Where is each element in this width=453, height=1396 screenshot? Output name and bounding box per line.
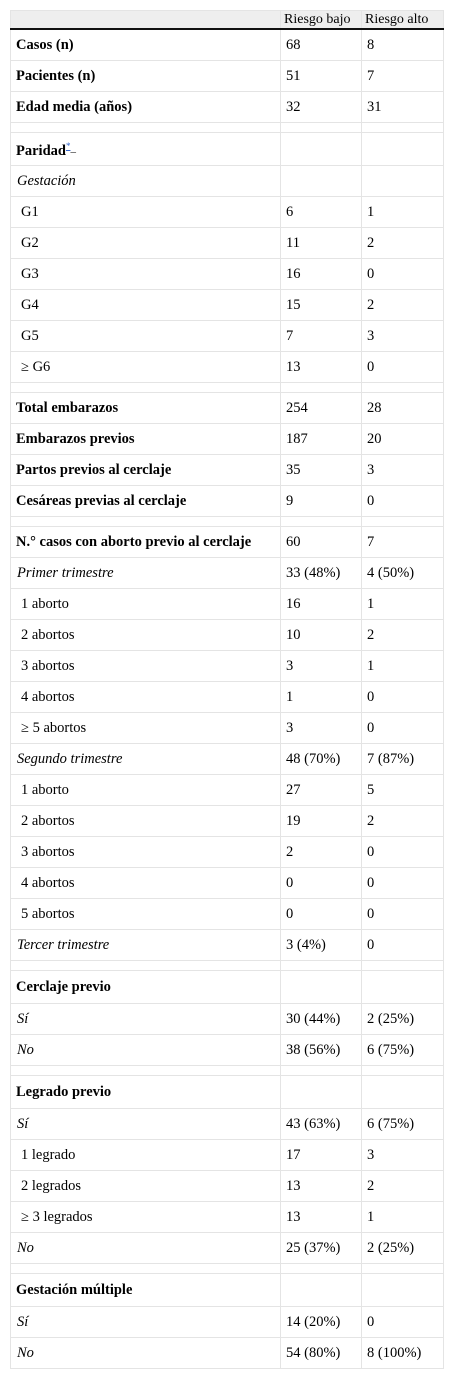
row-label: [11, 321, 281, 352]
cell-low-risk: 6: [281, 197, 362, 228]
table-row: [11, 290, 444, 321]
table-row: [11, 1140, 444, 1171]
row-label-text: Casos (n): [16, 36, 74, 53]
cell-low-risk: 54 (80%): [281, 1338, 362, 1369]
cell-low-risk: 43 (63%): [281, 1109, 362, 1140]
header-cell-low-risk: Riesgo bajo: [281, 11, 362, 30]
cell-high-risk: 0: [362, 352, 444, 383]
table-row: [11, 620, 444, 651]
table-row: [11, 775, 444, 806]
cell-low-risk: 16: [281, 589, 362, 620]
row-label: [11, 166, 281, 197]
row-label: [11, 620, 281, 651]
cell-low-risk: 32: [281, 92, 362, 123]
row-label-text: G2: [21, 234, 39, 251]
spacer-row: [11, 383, 444, 393]
row-label-text: 4 abortos: [21, 874, 75, 891]
cell-high-risk: 0: [362, 930, 444, 961]
cell-high-risk: 28: [362, 393, 444, 424]
cell-low-risk: 51: [281, 61, 362, 92]
cell-low-risk: 30 (44%): [281, 1004, 362, 1035]
row-label: [11, 589, 281, 620]
section-header-row: [11, 133, 444, 166]
row-label-text: 3 abortos: [21, 843, 75, 860]
cell-high-risk: 2 (25%): [362, 1233, 444, 1264]
table-row: [11, 558, 444, 589]
row-label-text: 5 abortos: [21, 905, 75, 922]
cell-low-risk: [281, 971, 362, 1004]
row-label: [11, 682, 281, 713]
row-label: [11, 651, 281, 682]
cell-low-risk: [281, 1076, 362, 1109]
row-label-text: Legrado previo: [16, 1083, 112, 1100]
table-row: [11, 1004, 444, 1035]
cell-high-risk: 1: [362, 651, 444, 682]
spacer-cell: [281, 383, 362, 393]
row-label-text: No: [17, 1239, 34, 1256]
row-label-text: Pacientes (n): [16, 67, 96, 84]
table-row: [11, 713, 444, 744]
row-label: [11, 486, 281, 517]
cell-low-risk: 33 (48%): [281, 558, 362, 589]
row-label-suffix: –: [70, 145, 76, 158]
table-row: [11, 1035, 444, 1066]
row-label: [11, 1202, 281, 1233]
cell-high-risk: 2 (25%): [362, 1004, 444, 1035]
cell-low-risk: 9: [281, 486, 362, 517]
spacer-cell: [11, 1264, 281, 1274]
spacer-cell: [281, 961, 362, 971]
table-row: [11, 352, 444, 383]
cell-high-risk: 2: [362, 620, 444, 651]
spacer-cell: [11, 123, 281, 133]
cell-low-risk: 16: [281, 259, 362, 290]
row-label-text: 3 abortos: [21, 657, 75, 674]
row-label-text: G1: [21, 203, 39, 220]
row-label-text: ≥ 3 legrados: [21, 1208, 93, 1225]
header-cell-label: [11, 11, 281, 30]
table-row: [11, 197, 444, 228]
spacer-cell: [11, 517, 281, 527]
cell-low-risk: 7: [281, 321, 362, 352]
row-label: [11, 1035, 281, 1066]
table-container: [10, 10, 443, 1369]
row-label-text: ≥ 5 abortos: [21, 719, 87, 736]
cell-low-risk: 48 (70%): [281, 744, 362, 775]
row-label: [11, 393, 281, 424]
cell-low-risk: [281, 133, 362, 166]
spacer-cell: [362, 123, 444, 133]
cell-high-risk: 31: [362, 92, 444, 123]
cell-high-risk: 0: [362, 682, 444, 713]
cell-high-risk: 0: [362, 486, 444, 517]
cell-low-risk: 11: [281, 228, 362, 259]
cell-high-risk: [362, 166, 444, 197]
table-row: [11, 868, 444, 899]
table-row: [11, 61, 444, 92]
row-label: [11, 1338, 281, 1369]
table-row: [11, 1202, 444, 1233]
cell-low-risk: 254: [281, 393, 362, 424]
row-label-text: 1 aborto: [21, 595, 69, 612]
section-header-row: [11, 1274, 444, 1307]
row-label-text: No: [17, 1041, 34, 1058]
row-label: [11, 29, 281, 61]
row-label-text: Gestación múltiple: [16, 1281, 133, 1298]
spacer-cell: [11, 383, 281, 393]
row-label-text: Primer trimestre: [17, 564, 114, 581]
row-label-text: Segundo trimestre: [17, 750, 123, 767]
table-row: [11, 228, 444, 259]
cell-low-risk: 68: [281, 29, 362, 61]
cell-low-risk: 187: [281, 424, 362, 455]
spacer-cell: [362, 1264, 444, 1274]
table-body: [11, 29, 444, 1369]
table-row: [11, 29, 444, 61]
cell-high-risk: 8 (100%): [362, 1338, 444, 1369]
cell-low-risk: [281, 166, 362, 197]
spacer-cell: [281, 123, 362, 133]
row-label-text: Tercer trimestre: [17, 936, 110, 953]
data-table: [10, 10, 444, 1369]
row-label: [11, 1274, 281, 1307]
cell-high-risk: 4 (50%): [362, 558, 444, 589]
cell-low-risk: [281, 1274, 362, 1307]
table-row: [11, 1233, 444, 1264]
cell-low-risk: 3 (4%): [281, 930, 362, 961]
row-label: [11, 1004, 281, 1035]
row-label: [11, 971, 281, 1004]
spacer-row: [11, 123, 444, 133]
cell-high-risk: 1: [362, 197, 444, 228]
row-label-text: No: [17, 1344, 34, 1361]
cell-low-risk: 17: [281, 1140, 362, 1171]
spacer-row: [11, 961, 444, 971]
spacer-cell: [281, 1066, 362, 1076]
cell-high-risk: [362, 133, 444, 166]
row-label: [11, 290, 281, 321]
row-label: [11, 775, 281, 806]
cell-low-risk: 3: [281, 651, 362, 682]
cell-high-risk: [362, 1076, 444, 1109]
row-label-text: Paridad: [16, 142, 66, 159]
table-row: [11, 259, 444, 290]
cell-high-risk: 5: [362, 775, 444, 806]
row-label-text: Sí: [17, 1313, 29, 1330]
row-label: [11, 133, 281, 166]
spacer-cell: [11, 1066, 281, 1076]
row-label-text: 2 abortos: [21, 626, 75, 643]
cell-low-risk: 2: [281, 837, 362, 868]
cell-high-risk: [362, 971, 444, 1004]
row-label-text: 2 abortos: [21, 812, 75, 829]
cell-low-risk: 0: [281, 899, 362, 930]
row-label: [11, 837, 281, 868]
row-label-text: G4: [21, 296, 39, 313]
table-row: [11, 744, 444, 775]
row-label: [11, 197, 281, 228]
table-row: [11, 1109, 444, 1140]
cell-low-risk: 0: [281, 868, 362, 899]
table-row: [11, 92, 444, 123]
cell-high-risk: 7 (87%): [362, 744, 444, 775]
cell-high-risk: 2: [362, 228, 444, 259]
table-header: [11, 11, 444, 30]
row-label: [11, 868, 281, 899]
cell-high-risk: 3: [362, 455, 444, 486]
cell-high-risk: 2: [362, 806, 444, 837]
table-row: [11, 837, 444, 868]
row-label-text: 1 aborto: [21, 781, 69, 798]
row-label: [11, 1109, 281, 1140]
row-label: [11, 1233, 281, 1264]
row-label: [11, 744, 281, 775]
spacer-cell: [11, 961, 281, 971]
cell-high-risk: 2: [362, 290, 444, 321]
row-label-text: Cerclaje previo: [16, 978, 111, 995]
table-row: [11, 1307, 444, 1338]
cell-high-risk: 0: [362, 259, 444, 290]
table-row: [11, 393, 444, 424]
cell-high-risk: 0: [362, 868, 444, 899]
row-label: [11, 352, 281, 383]
table-row: [11, 424, 444, 455]
cell-low-risk: 38 (56%): [281, 1035, 362, 1066]
cell-low-risk: 14 (20%): [281, 1307, 362, 1338]
row-label-text: G5: [21, 327, 39, 344]
cell-high-risk: 3: [362, 1140, 444, 1171]
cell-high-risk: 0: [362, 1307, 444, 1338]
row-label: [11, 930, 281, 961]
cell-low-risk: 13: [281, 1171, 362, 1202]
table-row: [11, 166, 444, 197]
table-row: [11, 589, 444, 620]
cell-low-risk: 1: [281, 682, 362, 713]
table-row: [11, 1171, 444, 1202]
row-label-text: Total embarazos: [16, 399, 119, 416]
section-header-row: [11, 971, 444, 1004]
spacer-cell: [362, 961, 444, 971]
row-label: [11, 527, 281, 558]
table-row: [11, 321, 444, 352]
header-cell-high-risk: Riesgo alto: [362, 11, 444, 30]
row-label: [11, 899, 281, 930]
table-row: [11, 930, 444, 961]
row-label-text: 4 abortos: [21, 688, 75, 705]
table-row: [11, 527, 444, 558]
cell-high-risk: 0: [362, 713, 444, 744]
spacer-row: [11, 1066, 444, 1076]
cell-low-risk: 13: [281, 1202, 362, 1233]
row-label: [11, 1076, 281, 1109]
row-label: [11, 1140, 281, 1171]
cell-high-risk: 7: [362, 527, 444, 558]
cell-low-risk: 27: [281, 775, 362, 806]
row-label: [11, 1171, 281, 1202]
row-label: [11, 259, 281, 290]
cell-high-risk: 3: [362, 321, 444, 352]
table-row: [11, 455, 444, 486]
spacer-row: [11, 1264, 444, 1274]
cell-high-risk: [362, 1274, 444, 1307]
cell-high-risk: 6 (75%): [362, 1035, 444, 1066]
cell-low-risk: 35: [281, 455, 362, 486]
row-label: [11, 558, 281, 589]
cell-high-risk: 1: [362, 589, 444, 620]
row-label-text: Sí: [17, 1115, 29, 1132]
cell-high-risk: 1: [362, 1202, 444, 1233]
table-row: [11, 682, 444, 713]
row-label: [11, 424, 281, 455]
table-row: [11, 806, 444, 837]
spacer-cell: [362, 1066, 444, 1076]
row-label: [11, 455, 281, 486]
cell-low-risk: 10: [281, 620, 362, 651]
row-label: [11, 92, 281, 123]
row-label-text: Edad media (años): [16, 98, 133, 115]
table-row: [11, 1338, 444, 1369]
cell-low-risk: 25 (37%): [281, 1233, 362, 1264]
row-label: [11, 1307, 281, 1338]
spacer-cell: [281, 1264, 362, 1274]
row-label-text: Embarazos previos: [16, 430, 135, 447]
row-label-text: G3: [21, 265, 39, 282]
row-label-text: 1 legrado: [21, 1146, 76, 1163]
cell-high-risk: 6 (75%): [362, 1109, 444, 1140]
cell-high-risk: 7: [362, 61, 444, 92]
row-label-text: Gestación: [17, 172, 76, 189]
row-label-text: N.° casos con aborto previo al cerclaje: [16, 533, 252, 550]
row-label: [11, 806, 281, 837]
spacer-cell: [362, 517, 444, 527]
spacer-cell: [362, 383, 444, 393]
footnote-link[interactable]: *: [65, 141, 71, 152]
table-row: [11, 651, 444, 682]
row-label-text: Cesáreas previas al cerclaje: [16, 492, 187, 509]
row-label: [11, 228, 281, 259]
row-label-text: ≥ G6: [21, 358, 51, 375]
row-label-text: Partos previos al cerclaje: [16, 461, 172, 478]
cell-low-risk: 19: [281, 806, 362, 837]
spacer-cell: [281, 517, 362, 527]
cell-high-risk: 0: [362, 899, 444, 930]
cell-low-risk: 60: [281, 527, 362, 558]
spacer-row: [11, 517, 444, 527]
table-row: [11, 899, 444, 930]
row-label: [11, 61, 281, 92]
table-row: [11, 486, 444, 517]
cell-high-risk: 2: [362, 1171, 444, 1202]
cell-high-risk: 8: [362, 29, 444, 61]
header-row: [11, 11, 444, 30]
section-header-row: [11, 1076, 444, 1109]
cell-low-risk: 15: [281, 290, 362, 321]
cell-low-risk: 3: [281, 713, 362, 744]
row-label: [11, 713, 281, 744]
cell-low-risk: 13: [281, 352, 362, 383]
row-label-text: 2 legrados: [21, 1177, 81, 1194]
cell-high-risk: 0: [362, 837, 444, 868]
row-label-text: Sí: [17, 1010, 29, 1027]
cell-high-risk: 20: [362, 424, 444, 455]
